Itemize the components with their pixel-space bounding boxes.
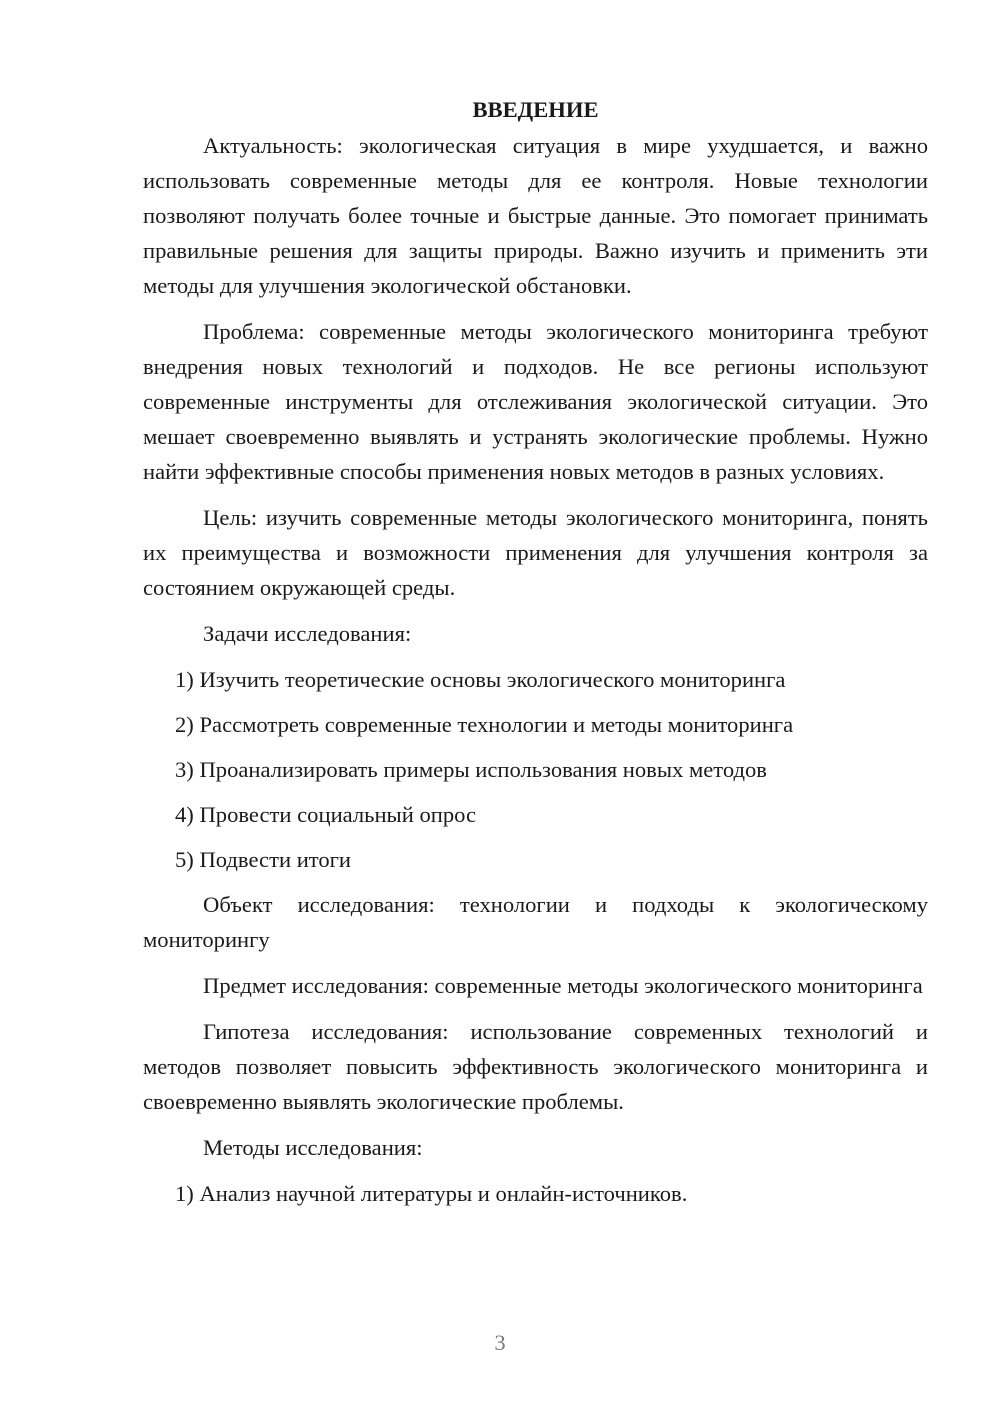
subject-paragraph: Предмет исследования: современные методы экологического мониторинга — [203, 973, 923, 998]
list-item: 1) Анализ научной литературы и онлайн-источников. — [175, 1181, 688, 1206]
hypothesis-paragraph: Гипотеза исследования: использование современных технологий и методов позволяет повысить эффективность экологического мониторинга и своевременно выявлять экологические проблемы. — [143, 1019, 928, 1114]
list-item: 4) Провести социальный опрос — [175, 802, 477, 827]
relevance-paragraph: Актуальность: экологическая ситуация в мире ухудшается, и важно использовать современные методы для ее контроля. Новые технологии позволяют получать более точные и быстрые данные. Это помогает принимать правильные решения для защиты природы. Важно изучить и применить эти методы для улучшения экологической обстановки. — [143, 133, 928, 298]
methods-list — [143, 1176, 928, 1211]
goal-paragraph: Цель: изучить современные методы экологического мониторинга, понять их преимущества и возможности применения для улучшения контроля за состоянием окружающей среды. — [143, 505, 928, 600]
page-number: 3 — [494, 1330, 506, 1355]
page-title: ВВЕДЕНИЕ — [472, 97, 599, 122]
list-item: 3) Проанализировать примеры использования новых методов — [175, 757, 767, 782]
list-item: 5) Подвести итоги — [175, 847, 352, 872]
tasks-list — [143, 662, 928, 877]
list-item: 2) Рассмотреть современные технологии и методы мониторинга — [175, 712, 794, 737]
list-item: 1) Изучить теоретические основы экологического мониторинга — [175, 667, 786, 692]
object-paragraph: Объект исследования: технологии и подходы к экологическому мониторингу — [143, 892, 928, 952]
document-page — [143, 92, 928, 1221]
problem-paragraph: Проблема: современные методы экологического мониторинга требуют внедрения новых технологий и подходов. Не все регионы используют современные инструменты для отслеживания экологической ситуации. Это мешает своевременно выявлять и устранять экологические проблемы. Нужно найти эффективные способы применения новых методов в разных условиях. — [143, 319, 928, 484]
methods-heading: Методы исследования: — [203, 1135, 423, 1160]
tasks-heading: Задачи исследования: — [203, 621, 412, 646]
